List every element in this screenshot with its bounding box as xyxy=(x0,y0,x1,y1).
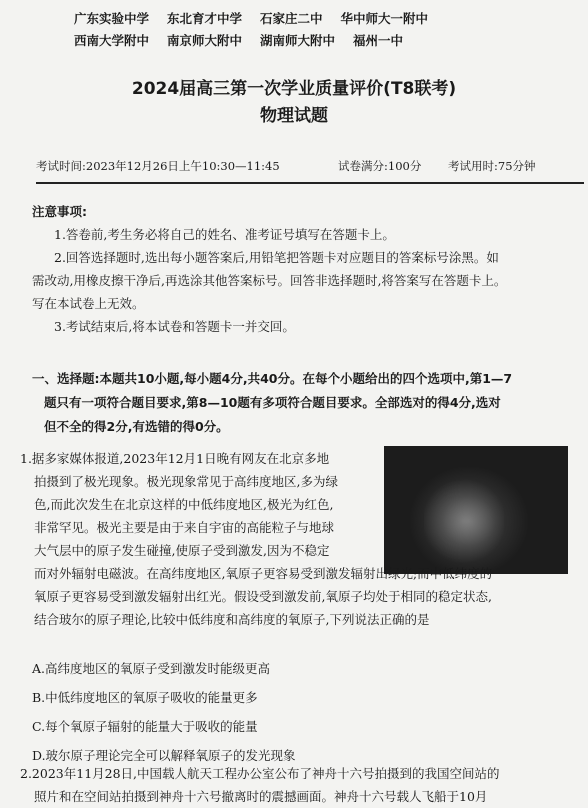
option-c: C.每个氧原子辐射的能量大于吸收的能量 xyxy=(32,719,258,734)
option-a: A.高纬度地区的氧原子受到激发时能级更高 xyxy=(32,661,271,676)
school-name: 石家庄二中 xyxy=(260,11,323,26)
option-b: B.中低纬度地区的氧原子吸收的能量更多 xyxy=(32,690,258,705)
note-item: 3.考试结束后,将本试卷和答题卡一并交回。 xyxy=(54,319,295,334)
note-item: 2.回答选择题时,选出每小题答案后,用铅笔把答题卡对应题目的答案标号涂黑。如 xyxy=(54,250,499,265)
full-score: 试卷满分:100分 xyxy=(338,159,422,173)
question-line: 1.据多家媒体报道,2023年12月1日晚有网友在北京多地 xyxy=(20,451,330,466)
school-name: 华中师大一附中 xyxy=(340,11,429,26)
note-item-continued: 需改动,用橡皮擦干净后,再选涂其他答案标号。回答非选择题时,将答案写在答题卡上。 xyxy=(32,273,507,288)
school-name: 南京师大附中 xyxy=(167,33,243,48)
exam-time: 考试时间:2023年12月26日上午10:30—11:45 xyxy=(36,159,280,173)
question-line: 氧原子更容易受到激发辐射出红光。假设受到激发前,氧原子均处于相同的稳定状态, xyxy=(34,589,492,604)
question-line: 结合玻尔的原子理论,比较中低纬度和高纬度的氧原子,下列说法正确的是 xyxy=(34,612,430,627)
question-1-options xyxy=(32,654,296,770)
question-line: 色,而此次发生在北京这样的中低纬度地区,极光为红色, xyxy=(34,497,334,512)
school-list xyxy=(74,8,454,52)
school-row xyxy=(74,30,454,52)
school-row xyxy=(74,8,454,30)
question-line: 而对外辐射电磁波。在高纬度地区,氧原子更容易受到激发辐射出绿光;而中低纬度的 xyxy=(34,566,493,581)
school-name: 东北育才中学 xyxy=(167,11,243,26)
question-2 xyxy=(20,762,580,808)
question-line: 拍摄到了极光现象。极光现象常见于高纬度地区,多为绿 xyxy=(34,474,338,489)
question-1 xyxy=(20,447,572,631)
note-item: 1.答卷前,考生务必将自己的姓名、准考证号填写在答题卡上。 xyxy=(54,227,395,242)
section-line: 题只有一项符合题目要求,第8—10题有多项符合题目要求。全部选对的得4分,选对 xyxy=(44,395,501,410)
section-line: 但不全的得2分,有选错的得0分。 xyxy=(44,419,229,434)
section-line: 一、选择题:本题共10小题,每小题4分,共40分。在每个小题给出的四个选项中,第1—7 xyxy=(32,371,513,386)
school-name: 湖南师大附中 xyxy=(260,33,336,48)
school-name: 福州一中 xyxy=(353,33,404,48)
notes-section xyxy=(32,200,572,338)
question-line: 大气层中的原子发生碰撞,使原子受到激发,因为不稳定 xyxy=(34,543,330,558)
school-name: 广东实验中学 xyxy=(74,11,150,26)
school-name: 西南大学附中 xyxy=(74,33,150,48)
question-line: 2.2023年11月28日,中国载人航天工程办公室公布了神舟十六号拍摄到的我国空间站的 xyxy=(20,766,500,781)
notes-heading: 注意事项: xyxy=(32,204,87,219)
note-item-continued: 写在本试卷上无效。 xyxy=(32,296,145,311)
question-line: 照片和在空间站拍摄到神舟十六号撤离时的震撼画面。神舟十六号载人飞船于10月 xyxy=(34,789,488,804)
exam-info-bar xyxy=(36,158,584,184)
exam-title: 2024届高三第一次学业质量评价(T8联考) xyxy=(131,79,457,99)
option-d: D.玻尔原子理论完全可以解释氧原子的发光现象 xyxy=(32,748,296,763)
question-line: 非常罕见。极光主要是由于来自宇宙的高能粒子与地球 xyxy=(34,520,335,535)
section-instructions xyxy=(32,367,572,439)
exam-subject: 物理试题 xyxy=(260,106,328,126)
exam-duration: 考试用时:75分钟 xyxy=(448,159,536,173)
